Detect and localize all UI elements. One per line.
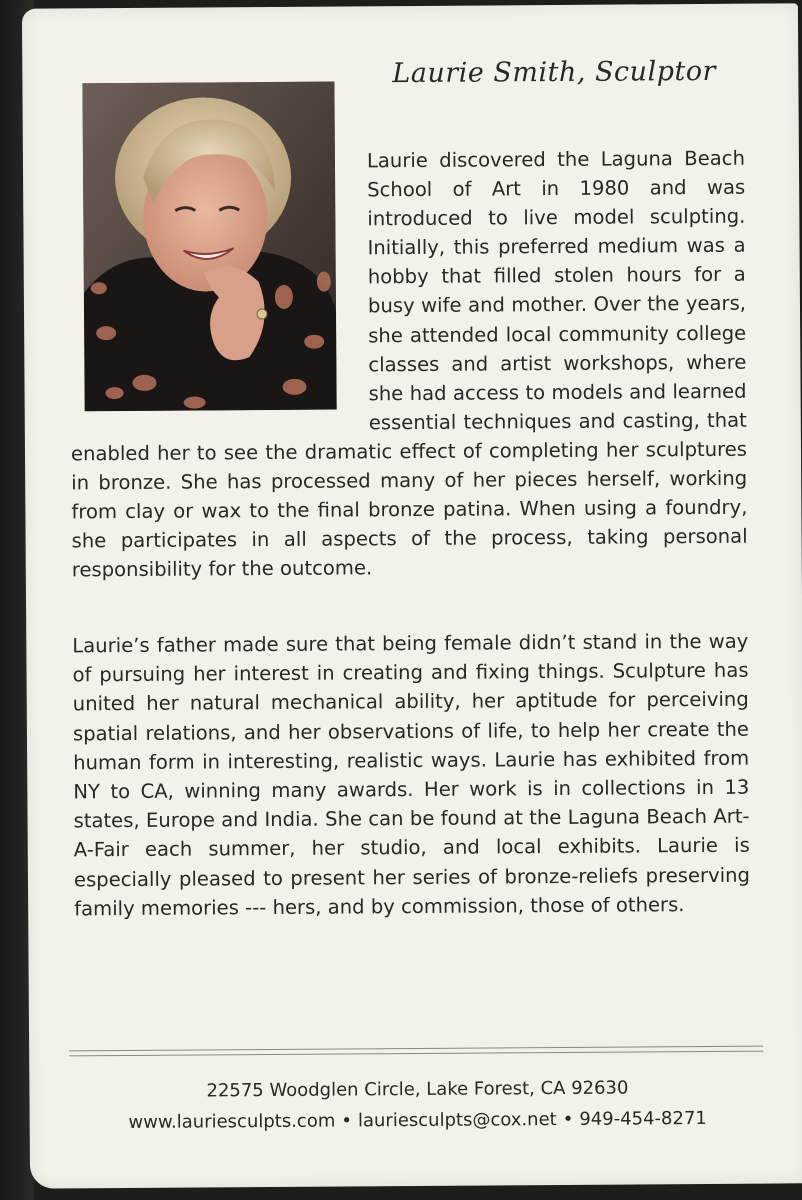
bio-paragraph-2: Laurie’s father made sure that being female didn’t stand in the way of pursuing her interest in creating and fixing things. Sculpture has united her natural mechanical ability, her aptitude for perceiving spatial relations, and her observations of life, to help her create the human form in interesting, realistic ways. Laurie has exhibited from NY to CA, winning many awards. Her work is in collections in 13 states, Europe and India. She can be found at the Laguna Beach Art-A-Fair each summer, her studio, and local exhibits. Laurie is especially pleased to present her series of bronze-reliefs preserving family memories --- hers, and by commission, those of others.: [72, 629, 751, 921]
mailing-address: 22575 Woodglen Circle, Lake Forest, CA 92630: [206, 1077, 629, 1102]
card-title: Laurie Smith, Sculptor: [392, 55, 717, 90]
photo-wrap-spacer: [69, 146, 355, 416]
footer-divider: [69, 1046, 763, 1057]
website-link[interactable]: www.lauriesculpts.com: [128, 1110, 336, 1134]
email-link[interactable]: lauriesculpts@cox.net: [357, 1109, 557, 1132]
bio-paragraph-1-text: Laurie discovered the Laguna Beach School of Art in 1980 and was introduced to live model sculpting. Initially, this preferred medium was a hobby that filled stolen hours for a busy wife and mother. Over the years, she attended local community college classes and artist workshops, where she had access to models and learned essential techniques and casting, that enabled her to see the dramatic effect of completing her sculptures in bronze. She has processed many of her pieces herself, working from clay or wax to the final bronze patina. When using a foundry, she participates in all aspects of the process, taking personal responsibility for the outcome.: [70, 146, 748, 582]
separator-bullet: •: [341, 1110, 353, 1132]
phone-number[interactable]: 949-454-8271: [579, 1107, 707, 1130]
bio-card: [22, 3, 802, 1188]
bio-paragraph-1: [69, 144, 748, 585]
separator-bullet: •: [562, 1108, 574, 1130]
contact-line: [30, 1107, 802, 1133]
